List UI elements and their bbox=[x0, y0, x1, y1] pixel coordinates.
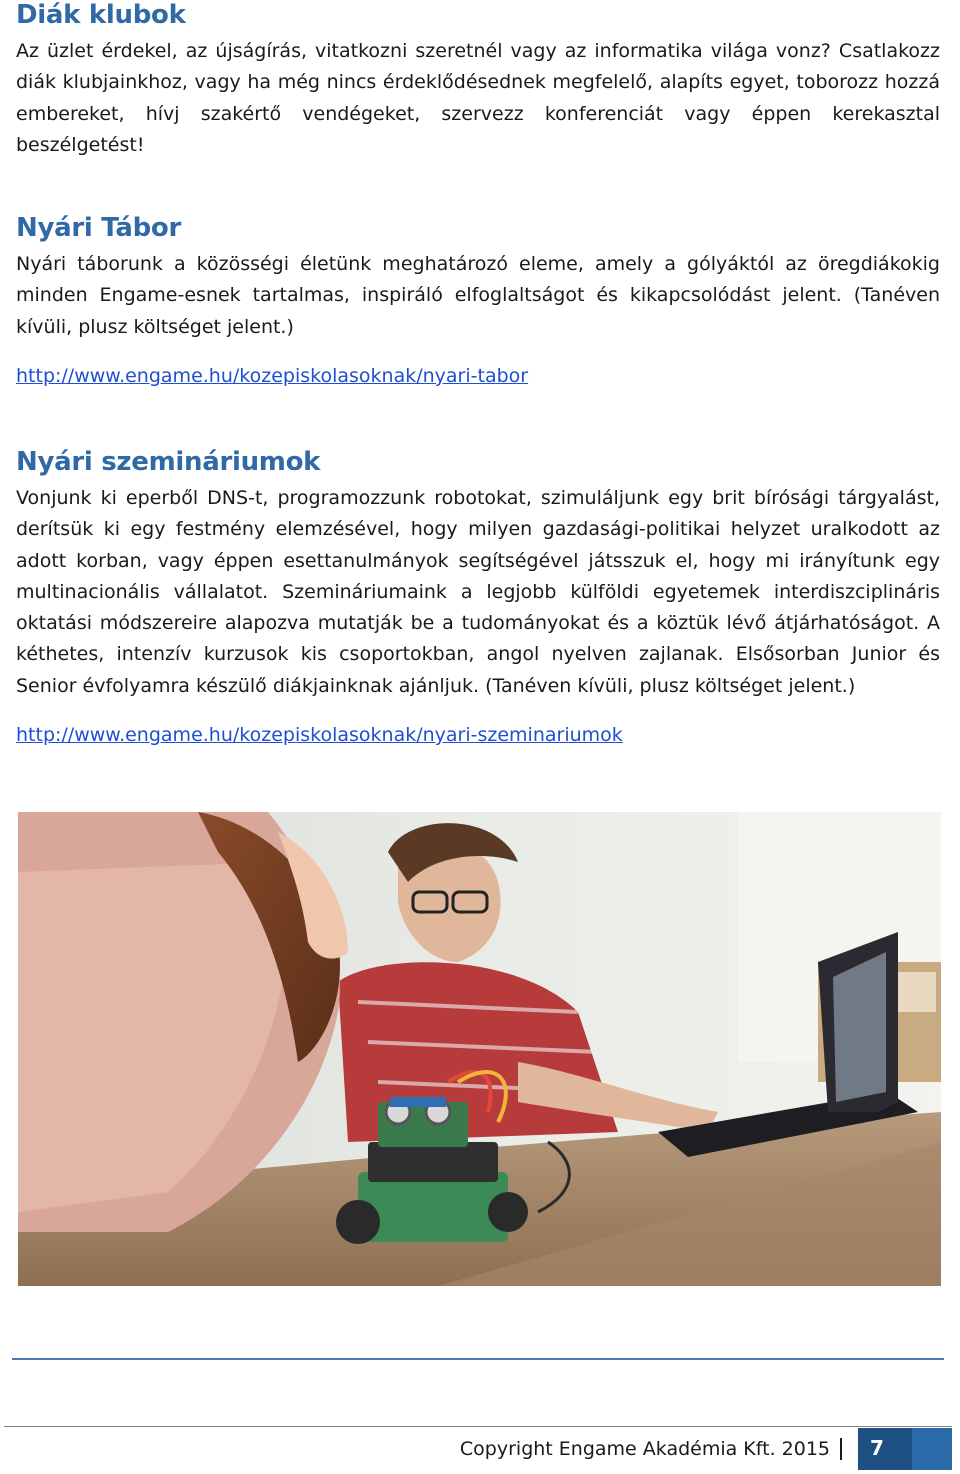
page-number-shade bbox=[912, 1428, 952, 1470]
section-heading: Nyári szemináriumok bbox=[16, 447, 321, 477]
page-number: 7 bbox=[870, 1436, 884, 1460]
section-body: Az üzlet érdekel, az újságírás, vitatkozni szeretnél vagy az informatika világa vonz? Csatlakozz diák klubjainkhoz, vagy ha még nincs érdeklődésednek megfelelő, alapíts egyet, toborozz hozzá embereket, hívj szakértő vendégeket, szervezz konferenciát vagy éppen kerekasztal beszélgetést! bbox=[16, 40, 940, 156]
section-body: Vonjunk ki eperből DNS-t, programozzunk robotokat, szimuláljunk egy brit bírósági tárgyalást, derítsük ki egy festmény elemzésével, hogy milyen gazdasági-politikai helyzet uralkodott az adott korban, vagy éppen esettanulmányok segítségével játsszuk el, hogy mi irányítunk egy multinacionális vállalatot. Szemináriumaink a legjobb külföldi egyetemek interdiszciplináris oktatási módszereire alapozva mutatják be a tudományokat és a köztük lévő átjárhatóságot. A kéthetes, intenzív kurzusok kis csoportokban, angol nyelven zajlanak. Elsősorban Junior és Senior évfolyamra készülő diákjainknak ajánljuk. (Tanéven kívüli, plusz költséget jelent.) bbox=[16, 487, 940, 697]
section-heading: Nyári Tábor bbox=[16, 213, 181, 243]
section-body: Nyári táborunk a közösségi életünk meghatározó eleme, amely a gólyáktól az öregdiákokig minden Engame-esnek tartalmas, inspiráló elfoglaltságot és kikapcsolódást jelent. (Tanéven kívüli, plusz költséget jelent.) bbox=[16, 253, 940, 338]
nyari-tabor-link[interactable]: http://www.engame.hu/kozepiskolasoknak/nyari-tabor bbox=[16, 364, 529, 387]
footer-copyright: Copyright Engame Akadémia Kft. 2015 bbox=[459, 1438, 830, 1460]
nyari-szeminariumok-link[interactable]: http://www.engame.hu/kozepiskolasoknak/nyari-szeminariumok bbox=[16, 724, 623, 747]
section-nyari-szeminariumok bbox=[16, 447, 940, 748]
students-robot-photo bbox=[18, 812, 941, 1286]
bottom-divider bbox=[12, 1358, 944, 1360]
footer-separator bbox=[840, 1438, 842, 1460]
section-nyari-tabor bbox=[16, 213, 940, 389]
section-diak-klubok bbox=[16, 0, 940, 161]
section-heading: Diák klubok bbox=[16, 0, 186, 30]
page-number-box bbox=[858, 1428, 952, 1470]
footer-divider bbox=[4, 1426, 952, 1427]
page-footer bbox=[0, 1424, 960, 1474]
